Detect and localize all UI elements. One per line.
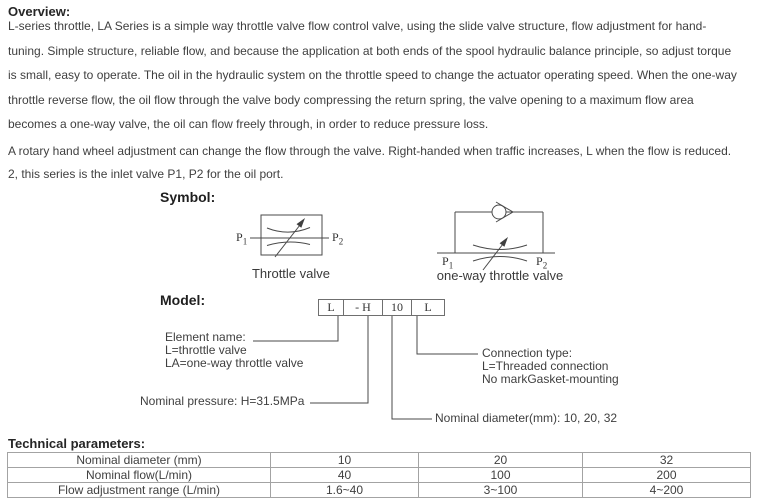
callout-line-diameter — [392, 316, 432, 419]
technical-parameters-table — [7, 452, 751, 498]
throttle-valve-body-outline — [261, 215, 322, 255]
row-label-cell: Flow adjustment range (L/min) — [8, 483, 271, 498]
table-row — [8, 453, 751, 468]
value-cell: 200 — [583, 468, 751, 483]
table-row — [8, 468, 751, 483]
callout-line-connection — [417, 316, 478, 354]
overview-line: 2, this series is the inlet valve P1, P2 for the oil port. — [8, 167, 284, 181]
callout-text-line: Connection type: — [482, 346, 573, 360]
callout-text-line: L=Threaded connection — [482, 359, 609, 373]
one-way-throttle-valve-symbol — [430, 195, 590, 277]
callout-connection-type — [482, 347, 619, 386]
value-cell: 100 — [419, 468, 583, 483]
overview-line: is small, easy to operate. The oil in the hydraulic system on the throttle speed to change the actuator operating speed. When the one-way — [8, 68, 737, 82]
value-cell: 20 — [419, 453, 583, 468]
model-code-box — [318, 299, 445, 316]
overview-paragraph-2 — [8, 140, 731, 186]
callout-line-pressure — [310, 316, 368, 403]
value-cell: 1.6~40 — [271, 483, 419, 498]
port-subscript: 2 — [542, 260, 548, 271]
port-subscript: 1 — [242, 236, 248, 247]
one-way-throttle-valve-caption: one-way throttle valve — [436, 268, 564, 283]
table-row — [8, 483, 751, 498]
callout-nominal-diameter: Nominal diameter(mm): 10, 20, 32 — [435, 411, 618, 425]
row-label-cell: Nominal flow(L/min) — [8, 468, 271, 483]
throttle-port-p1-label — [236, 230, 247, 246]
overview-line: L-series throttle, LA Series is a simple way throttle valve flow control valve, using the slide valve structure, flow adjustment for hand- — [8, 19, 707, 33]
throttle-restriction-arc-top — [267, 228, 310, 233]
overview-line: A rotary hand wheel adjustment can change the flow through the valve. Right-handed when traffic increases, L when the flow is reduced. — [8, 144, 732, 158]
value-cell: 40 — [271, 468, 419, 483]
throttle-valve-caption: Throttle valve — [251, 266, 331, 281]
model-code-cell-diameter: 10 — [382, 300, 411, 315]
callout-text-line: No markGasket-mounting — [482, 372, 619, 386]
throttle-port-p2-label — [332, 230, 343, 246]
technical-parameters-heading: Technical parameters: — [8, 436, 146, 451]
callout-text-line: L=throttle valve — [165, 343, 247, 357]
overview-line: becomes a one-way valve, the oil can flow freely through, in order to reduce pressure loss. — [8, 117, 489, 131]
model-code-cell-element: L — [327, 300, 335, 314]
symbol-heading: Symbol: — [160, 189, 216, 205]
overview-heading: Overview: — [8, 4, 71, 19]
value-cell: 4~200 — [583, 483, 751, 498]
overview-line: tuning. Simple structure, reliable flow, and because the application at both ends of the spool hydraulic balance principle, so adjust torque — [8, 43, 732, 58]
port-letter: P — [236, 230, 243, 244]
model-heading: Model: — [160, 292, 206, 308]
callout-text-line: LA=one-way throttle valve — [165, 356, 304, 370]
port-subscript: 2 — [338, 236, 344, 247]
port-subscript: 1 — [448, 260, 454, 271]
overview-paragraph-1 — [8, 14, 737, 137]
model-code-cell-connection: L — [411, 300, 444, 315]
callout-element-name — [165, 331, 303, 370]
one-way-restriction-arc-bottom — [473, 257, 527, 262]
model-code-cell-pressure: - H — [343, 300, 382, 315]
value-cell: 32 — [583, 453, 751, 468]
row-label-cell: Nominal diameter (mm) — [8, 453, 271, 468]
port-letter: P — [536, 254, 543, 268]
adjustment-arrow-head — [297, 218, 306, 228]
port-letter: P — [332, 230, 339, 244]
adjustment-arrow-head — [500, 237, 508, 247]
value-cell: 3~100 — [419, 483, 583, 498]
throttle-restriction-arc-bottom — [267, 242, 310, 246]
callout-nominal-pressure: Nominal pressure: H=31.5MPa — [140, 394, 305, 408]
value-cell: 10 — [271, 453, 419, 468]
port-letter: P — [442, 254, 449, 268]
callout-text-line: Element name: — [165, 330, 246, 344]
overview-line: throttle reverse flow, the oil flow through the valve body compressing the return spring, the valve opening to a maximum flow area — [8, 92, 694, 107]
adjustment-arrow-shaft — [275, 225, 300, 257]
